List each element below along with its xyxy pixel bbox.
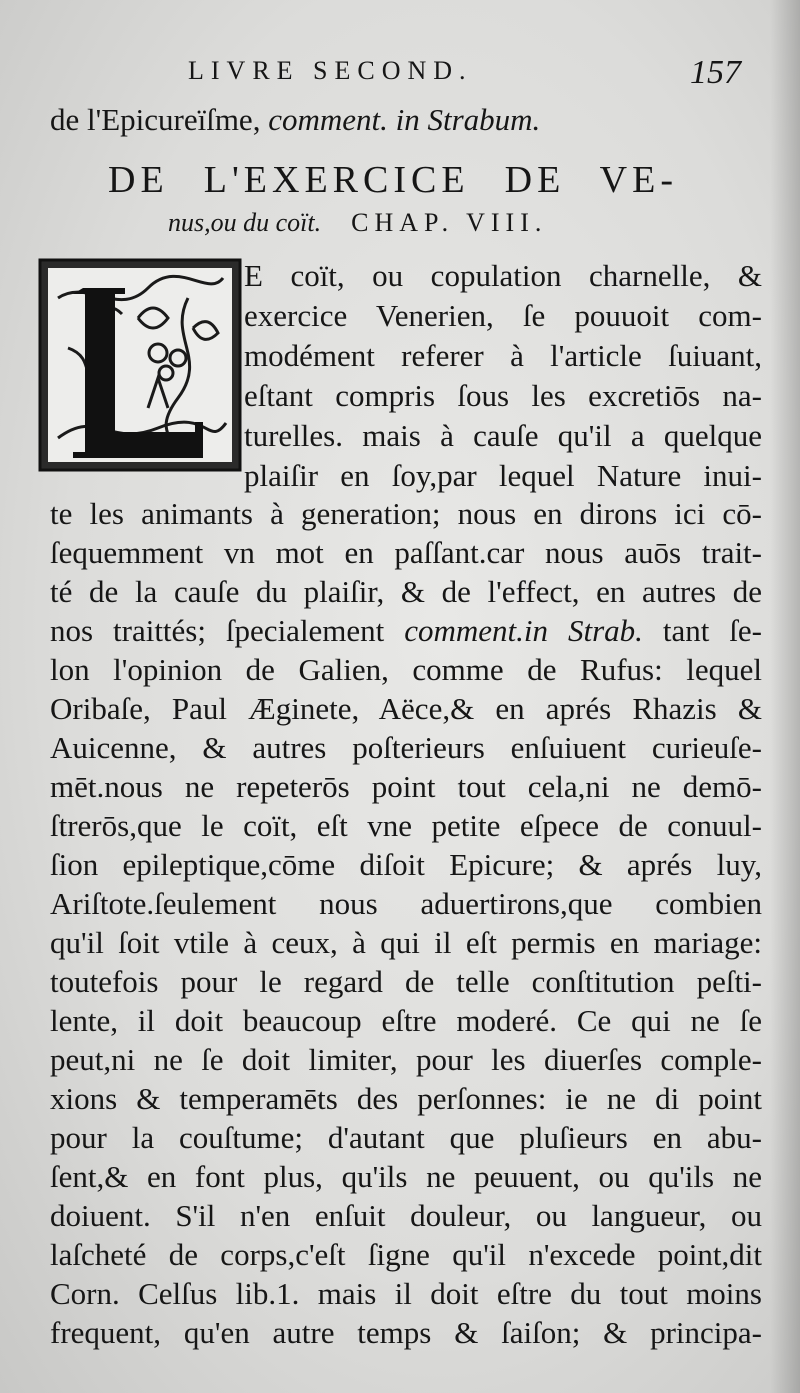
text-line: Oribaſe, Paul Æginete, Aëce,& en aprés Rhazis & bbox=[50, 691, 762, 726]
text-line: lente, il doit beaucoup eſtre moderé. Ce qui ne ſe bbox=[50, 1003, 762, 1038]
text-line: turelles. mais à cauſe qu'il a quelque bbox=[244, 418, 762, 453]
decorated-initial-icon bbox=[38, 258, 242, 472]
chapter-subtitle bbox=[168, 208, 547, 238]
subtitle-italic: nus,ou du coït. bbox=[168, 208, 322, 237]
text-line bbox=[50, 611, 762, 651]
text-line: frequent, qu'en autre temps & ſaiſon; & principa- bbox=[50, 1315, 762, 1350]
line-text: de l'Epicureïſme, bbox=[50, 102, 269, 137]
text-line: E coït, ou copulation charnelle, & bbox=[244, 258, 762, 293]
text-line: ſequemment vn mot en paſſant.car nous auōs trait- bbox=[50, 535, 762, 570]
text-line: xions & temperamēts des perſonnes: ie ne di point bbox=[50, 1081, 762, 1116]
text-line: toutefois pour le regard de telle conſtitution peſti- bbox=[50, 964, 762, 999]
chapter-title: DE L'EXERCICE DE VE- bbox=[108, 159, 678, 201]
text-line: té de la cauſe du plaiſir, & de l'effect, en autres de bbox=[50, 574, 762, 609]
text-line: ſion epileptique,cōme diſoit Epicure; & aprés luy, bbox=[50, 847, 762, 882]
chapter-label: CHAP. VIII. bbox=[351, 208, 548, 237]
text-line: modément referer à l'article ſuiuant, bbox=[244, 338, 762, 373]
text-line: lon l'opinion de Galien, comme de Rufus: lequel bbox=[50, 652, 762, 687]
text-line: Corn. Celſus lib.1. mais il doit eſtre du tout moins bbox=[50, 1276, 762, 1311]
line-text: tant ſe- bbox=[662, 613, 762, 648]
text-line: ſent,& en font plus, qu'ils ne peuuent, ou qu'ils ne bbox=[50, 1159, 762, 1194]
text-line: doiuent. S'il n'en enſuit douleur, ou langueur, ou bbox=[50, 1198, 762, 1233]
text-line: pour la couſtume; d'autant que pluſieurs en abu- bbox=[50, 1120, 762, 1155]
text-line: plaiſir en ſoy,par lequel Nature inui- bbox=[244, 458, 762, 493]
running-title: LIVRE SECOND. bbox=[188, 56, 473, 85]
reference-italic: comment.in Strab. bbox=[404, 613, 643, 648]
text-line: Ariſtote.ſeulement nous aduertirons,que combien bbox=[50, 886, 762, 921]
text-line: exercice Venerien, ſe pouuoit com- bbox=[244, 298, 762, 333]
text-line: qu'il ſoit vtile à ceux, à qui il eſt permis en mariage: bbox=[50, 925, 762, 960]
text-line: laſcheté de corps,c'eſt ſigne qu'il n'excede point,dit bbox=[50, 1237, 762, 1272]
text-line: Auicenne, & autres poſterieurs enſuiuent curieuſe- bbox=[50, 730, 762, 765]
reference-italic: comment. in Strabum. bbox=[268, 102, 541, 137]
text-line: eſtant compris ſous les excretiōs na- bbox=[244, 378, 762, 413]
text-line: ſtrerōs,que le coït, eſt vne petite eſpece de conuul- bbox=[50, 808, 762, 843]
page-number: 157 bbox=[690, 54, 741, 91]
text-line: te les animants à generation; nous en dirons ici cō- bbox=[50, 496, 762, 531]
page-edge-shadow bbox=[770, 0, 800, 1393]
text-line: peut,ni ne ſe doit limiter, pour les diuerſes comple- bbox=[50, 1042, 762, 1077]
line-text: nos traittés; ſpecialement bbox=[50, 613, 385, 648]
text-line bbox=[50, 100, 762, 140]
text-line: mēt.nous ne repeterōs point tout cela,ni ne demō- bbox=[50, 769, 762, 804]
